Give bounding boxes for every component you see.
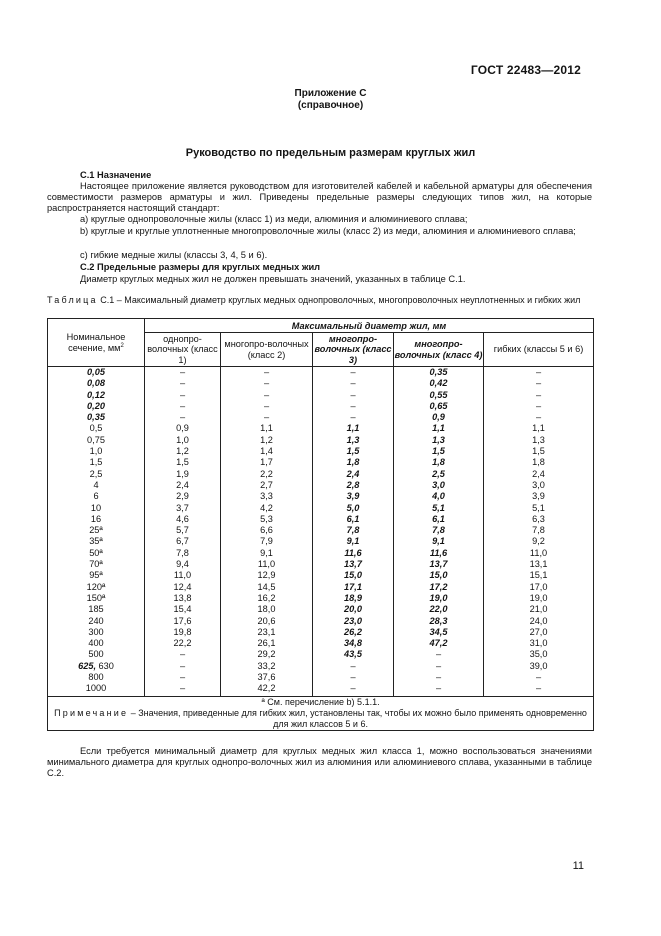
section2-title: С.2 Предельные размеры для круглых медных жил bbox=[80, 262, 321, 272]
table-footnote bbox=[48, 696, 594, 708]
cell-value: 9,1 bbox=[313, 536, 394, 547]
cell-value: 1,1 bbox=[313, 423, 394, 434]
cell-value: 2,7 bbox=[221, 480, 313, 491]
note-text: – Значения, приведенные для гибких жил, установлены так, чтобы их можно было применять одновременно для жил классов 5 и 6. bbox=[128, 707, 587, 729]
diameter-table bbox=[47, 318, 594, 731]
cell-value: 3,7 bbox=[145, 503, 221, 514]
table-row bbox=[48, 514, 594, 525]
section1-item-c: с) гибкие медные жилы (классы 3, 4, 5 и 6). bbox=[80, 250, 268, 260]
cell-value: 7,8 bbox=[394, 525, 484, 536]
cell-value: 1,1 bbox=[221, 423, 313, 434]
table-row bbox=[48, 525, 594, 536]
cell-value: – bbox=[313, 378, 394, 389]
cell-section: 1,5 bbox=[48, 457, 145, 468]
cell-value: – bbox=[484, 412, 594, 423]
footnote-text: ª См. перечисление b) 5.1.1. bbox=[261, 696, 380, 707]
cell-value: 34,5 bbox=[394, 627, 484, 638]
note-prefix: Примечание bbox=[54, 707, 129, 718]
cell-value: 1,5 bbox=[484, 446, 594, 457]
cell-value: – bbox=[484, 378, 594, 389]
cell-section: 0,75 bbox=[48, 435, 145, 446]
table-row bbox=[48, 469, 594, 480]
section1-item-a: а) круглые однопроволочные жилы (класс 1) из меди, алюминия и алюминиевого сплава; bbox=[80, 214, 468, 224]
group-header: Максимальный диаметр жил, мм bbox=[145, 319, 594, 333]
cell-section: 50ª bbox=[48, 548, 145, 559]
cell-value: 11,6 bbox=[394, 548, 484, 559]
table-row bbox=[48, 649, 594, 660]
cell-value: 15,4 bbox=[145, 604, 221, 615]
table-note bbox=[48, 708, 594, 731]
cell-value: 1,7 bbox=[221, 457, 313, 468]
cell-value: 1,4 bbox=[221, 446, 313, 457]
table-row bbox=[48, 638, 594, 649]
cell-section: 800 bbox=[48, 672, 145, 683]
cell-value: – bbox=[145, 412, 221, 423]
cell-section: 0,12 bbox=[48, 390, 145, 401]
cell-section: 500 bbox=[48, 649, 145, 660]
cell-value: 3,3 bbox=[221, 491, 313, 502]
cell-value: 24,0 bbox=[484, 616, 594, 627]
cell-value: 23,1 bbox=[221, 627, 313, 638]
appendix-title: Приложение С bbox=[294, 88, 367, 99]
cell-value: 15,0 bbox=[394, 570, 484, 581]
document-code: ГОСТ 22483—2012 bbox=[470, 63, 581, 77]
cell-value: 42,2 bbox=[221, 683, 313, 696]
page-heading: Руководство по предельным размерам круглых жил bbox=[185, 147, 476, 159]
cell-section: 625, 630 bbox=[48, 661, 145, 672]
cell-value: – bbox=[221, 412, 313, 423]
cell-section: 0,5 bbox=[48, 423, 145, 434]
cell-value: 6,6 bbox=[221, 525, 313, 536]
cell-value: 2,4 bbox=[484, 469, 594, 480]
cell-value: 11,0 bbox=[484, 548, 594, 559]
superscript: 2 bbox=[120, 342, 124, 349]
table-row bbox=[48, 604, 594, 615]
cell-value: 18,0 bbox=[221, 604, 313, 615]
table-row bbox=[48, 559, 594, 570]
table-row bbox=[48, 627, 594, 638]
cell-section: 0,20 bbox=[48, 401, 145, 412]
cell-value: – bbox=[313, 367, 394, 379]
cell-section: 150ª bbox=[48, 593, 145, 604]
cell-value: 2,4 bbox=[313, 469, 394, 480]
cell-value: 2,5 bbox=[394, 469, 484, 480]
table-row bbox=[48, 503, 594, 514]
cell-value: – bbox=[221, 367, 313, 379]
cell-section: 185 bbox=[48, 604, 145, 615]
table-row bbox=[48, 582, 594, 593]
cell-value: – bbox=[484, 390, 594, 401]
cell-value: 19,0 bbox=[394, 593, 484, 604]
cell-value: 43,5 bbox=[313, 649, 394, 660]
cell-value: – bbox=[145, 649, 221, 660]
cell-value: 15,0 bbox=[313, 570, 394, 581]
cell-value: – bbox=[394, 661, 484, 672]
cell-value: 2,4 bbox=[145, 480, 221, 491]
cell-value: – bbox=[313, 661, 394, 672]
table-row bbox=[48, 457, 594, 468]
cell-value: 1,0 bbox=[145, 435, 221, 446]
cell-value: 29,2 bbox=[221, 649, 313, 660]
cell-value: 0,9 bbox=[394, 412, 484, 423]
cell-section: 240 bbox=[48, 616, 145, 627]
table-row bbox=[48, 570, 594, 581]
cell-value: 1,8 bbox=[394, 457, 484, 468]
cell-value: 17,0 bbox=[484, 582, 594, 593]
table-caption-text: С.1 – Максимальный диаметр круглых медных однопроволочных, многопроволочных неуплотненных и гибких жил bbox=[97, 295, 581, 305]
cell-section: 10 bbox=[48, 503, 145, 514]
cell-value: 20,6 bbox=[221, 616, 313, 627]
cell-section: 2,5 bbox=[48, 469, 145, 480]
cell-section: 400 bbox=[48, 638, 145, 649]
col-header-class1: однопро-волочных (класс 1) bbox=[145, 333, 221, 367]
table-caption-prefix: Таблица bbox=[47, 295, 98, 305]
table-body bbox=[48, 367, 594, 697]
cell-value: 34,8 bbox=[313, 638, 394, 649]
cell-section: 4 bbox=[48, 480, 145, 491]
table-row bbox=[48, 593, 594, 604]
cell-value: 7,9 bbox=[221, 536, 313, 547]
cell-value: 31,0 bbox=[484, 638, 594, 649]
table-row bbox=[48, 548, 594, 559]
table-row bbox=[48, 367, 594, 379]
cell-value: 22,0 bbox=[394, 604, 484, 615]
cell-value: 23,0 bbox=[313, 616, 394, 627]
table-row bbox=[48, 661, 594, 672]
cell-value: – bbox=[394, 649, 484, 660]
section1-item-b: b) круглые и круглые уплотненные многопроволочные жилы (класс 2) из меди, алюминия и алюминиевого сплава; bbox=[80, 226, 576, 236]
cell-value: 1,5 bbox=[313, 446, 394, 457]
cell-value: 19,0 bbox=[484, 593, 594, 604]
cell-value: 15,1 bbox=[484, 570, 594, 581]
cell-value: 6,1 bbox=[313, 514, 394, 525]
cell-value: – bbox=[221, 401, 313, 412]
cell-section: 70ª bbox=[48, 559, 145, 570]
closing-paragraph: Если требуется минимальный диаметр для круглых медных жил класса 1, можно воспользоваться значениями минимального диаметра для круглых однопро-волочных жил из алюминия или алюминиевого сплава, указанными в таблице С.2. bbox=[47, 746, 592, 778]
cell-value: 2,8 bbox=[313, 480, 394, 491]
cell-value: 0,35 bbox=[394, 367, 484, 379]
cell-value: – bbox=[145, 683, 221, 696]
cell-value: 3,0 bbox=[394, 480, 484, 491]
section1-paragraph: Настоящее приложение является руководством для изготовителей кабелей и кабельной арматуры для обеспечения совместимости размеров арматуры и жил. Приведены предельные размеры следующих типов жил, на которые распространяется настоящий стандарт: bbox=[47, 181, 592, 213]
cell-value: – bbox=[313, 672, 394, 683]
cell-value: – bbox=[145, 661, 221, 672]
cell-value: 1,3 bbox=[313, 435, 394, 446]
table-row bbox=[48, 672, 594, 683]
cell-value: 6,7 bbox=[145, 536, 221, 547]
cell-value: – bbox=[145, 390, 221, 401]
table-row bbox=[48, 616, 594, 627]
cell-value: 1,9 bbox=[145, 469, 221, 480]
cell-value: 1,2 bbox=[221, 435, 313, 446]
appendix-subtitle: (справочное) bbox=[297, 100, 364, 111]
section2-paragraph: Диаметр круглых медных жил не должен превышать значений, указанных в таблице С.1. bbox=[80, 274, 466, 284]
cell-value: – bbox=[313, 412, 394, 423]
table-row bbox=[48, 435, 594, 446]
cell-value: 1,5 bbox=[145, 457, 221, 468]
page-number: 11 bbox=[572, 860, 584, 872]
cell-value: 7,8 bbox=[313, 525, 394, 536]
cell-value: 13,8 bbox=[145, 593, 221, 604]
cell-value: – bbox=[313, 401, 394, 412]
cell-value: 18,9 bbox=[313, 593, 394, 604]
cell-value: 1,8 bbox=[484, 457, 594, 468]
cell-value: 1,1 bbox=[394, 423, 484, 434]
cell-value: – bbox=[145, 367, 221, 379]
cell-value: 6,3 bbox=[484, 514, 594, 525]
cell-value: – bbox=[221, 378, 313, 389]
cell-section: 0,05 bbox=[48, 367, 145, 379]
col-header-section bbox=[48, 319, 145, 367]
col-header-class3: многопро-волочных (класс 3) bbox=[314, 333, 392, 365]
cell-value: – bbox=[221, 390, 313, 401]
cell-value: 1,2 bbox=[145, 446, 221, 457]
cell-value: 13,7 bbox=[394, 559, 484, 570]
cell-value: 1,5 bbox=[394, 446, 484, 457]
cell-value: 11,0 bbox=[145, 570, 221, 581]
cell-value: 19,8 bbox=[145, 627, 221, 638]
cell-value: – bbox=[145, 378, 221, 389]
cell-section: 0,08 bbox=[48, 378, 145, 389]
cell-section: 95ª bbox=[48, 570, 145, 581]
cell-value: 13,7 bbox=[313, 559, 394, 570]
cell-value: 27,0 bbox=[484, 627, 594, 638]
cell-value: 28,3 bbox=[394, 616, 484, 627]
cell-value: 0,65 bbox=[394, 401, 484, 412]
cell-value: – bbox=[145, 672, 221, 683]
cell-value: 1,3 bbox=[394, 435, 484, 446]
cell-value: 4,0 bbox=[394, 491, 484, 502]
cell-value: 5,3 bbox=[221, 514, 313, 525]
cell-value: 3,9 bbox=[313, 491, 394, 502]
cell-value: 1,3 bbox=[484, 435, 594, 446]
cell-value: 5,0 bbox=[313, 503, 394, 514]
table-row bbox=[48, 423, 594, 434]
cell-value: 22,2 bbox=[145, 638, 221, 649]
cell-value: 5,1 bbox=[484, 503, 594, 514]
cell-value: – bbox=[394, 683, 484, 696]
cell-value: 12,9 bbox=[221, 570, 313, 581]
col-header-class4: многопро-волочных (класс 4) bbox=[394, 333, 484, 367]
cell-value: 21,0 bbox=[484, 604, 594, 615]
table-row bbox=[48, 491, 594, 502]
cell-value: 0,55 bbox=[394, 390, 484, 401]
cell-value: 7,8 bbox=[145, 548, 221, 559]
cell-value: 37,6 bbox=[221, 672, 313, 683]
table-row bbox=[48, 480, 594, 491]
cell-value: – bbox=[313, 390, 394, 401]
cell-section: 25ª bbox=[48, 525, 145, 536]
cell-value: 4,2 bbox=[221, 503, 313, 514]
cell-value: 47,2 bbox=[394, 638, 484, 649]
table-row bbox=[48, 390, 594, 401]
cell-value: – bbox=[313, 683, 394, 696]
cell-value: 1,8 bbox=[313, 457, 394, 468]
cell-value: 6,1 bbox=[394, 514, 484, 525]
cell-value: 26,2 bbox=[313, 627, 394, 638]
table-row bbox=[48, 536, 594, 547]
cell-value: 1,1 bbox=[484, 423, 594, 434]
section1-title: С.1 Назначение bbox=[80, 170, 152, 180]
cell-value: 20,0 bbox=[313, 604, 394, 615]
cell-value: 33,2 bbox=[221, 661, 313, 672]
cell-section: 300 bbox=[48, 627, 145, 638]
table-row bbox=[48, 401, 594, 412]
cell-section: 1,0 bbox=[48, 446, 145, 457]
cell-value: 9,4 bbox=[145, 559, 221, 570]
cell-value: 11,0 bbox=[221, 559, 313, 570]
cell-value: 2,9 bbox=[145, 491, 221, 502]
cell-section-bold: 625, bbox=[78, 660, 96, 671]
cell-section: 120ª bbox=[48, 582, 145, 593]
cell-section: 6 bbox=[48, 491, 145, 502]
col-header-class2: многопро-волочных (класс 2) bbox=[221, 333, 313, 367]
cell-value: 12,4 bbox=[145, 582, 221, 593]
cell-value: 39,0 bbox=[484, 661, 594, 672]
cell-section: 35ª bbox=[48, 536, 145, 547]
cell-value: 3,9 bbox=[484, 491, 594, 502]
cell-value: – bbox=[145, 401, 221, 412]
cell-value: 0,9 bbox=[145, 423, 221, 434]
col-header-section-text: Номинальное сечение, мм bbox=[66, 331, 126, 353]
cell-value: 9,1 bbox=[394, 536, 484, 547]
table-caption bbox=[47, 295, 592, 306]
cell-section: 16 bbox=[48, 514, 145, 525]
cell-section: 0,35 bbox=[48, 412, 145, 423]
cell-value: 2,2 bbox=[221, 469, 313, 480]
table-row bbox=[48, 378, 594, 389]
cell-value: 9,1 bbox=[221, 548, 313, 559]
cell-value: – bbox=[484, 683, 594, 696]
cell-value: 9,2 bbox=[484, 536, 594, 547]
cell-section: 1000 bbox=[48, 683, 145, 696]
table-row bbox=[48, 683, 594, 696]
cell-value: 0,42 bbox=[394, 378, 484, 389]
cell-value: 7,8 bbox=[484, 525, 594, 536]
cell-value: 16,2 bbox=[221, 593, 313, 604]
cell-value: 11,6 bbox=[313, 548, 394, 559]
table-row bbox=[48, 446, 594, 457]
cell-value: 4,6 bbox=[145, 514, 221, 525]
cell-value: – bbox=[484, 672, 594, 683]
cell-value: 26,1 bbox=[221, 638, 313, 649]
table-row bbox=[48, 412, 594, 423]
cell-value: 5,7 bbox=[145, 525, 221, 536]
cell-value: 17,2 bbox=[394, 582, 484, 593]
cell-value: 17,6 bbox=[145, 616, 221, 627]
cell-value: 35,0 bbox=[484, 649, 594, 660]
cell-value: 3,0 bbox=[484, 480, 594, 491]
cell-value: – bbox=[484, 401, 594, 412]
cell-value: – bbox=[394, 672, 484, 683]
cell-value: 17,1 bbox=[313, 582, 394, 593]
col-header-class56: гибких (классы 5 и 6) bbox=[484, 333, 594, 367]
cell-value: – bbox=[484, 367, 594, 379]
cell-value: 13,1 bbox=[484, 559, 594, 570]
cell-value: 5,1 bbox=[394, 503, 484, 514]
cell-value: 14,5 bbox=[221, 582, 313, 593]
